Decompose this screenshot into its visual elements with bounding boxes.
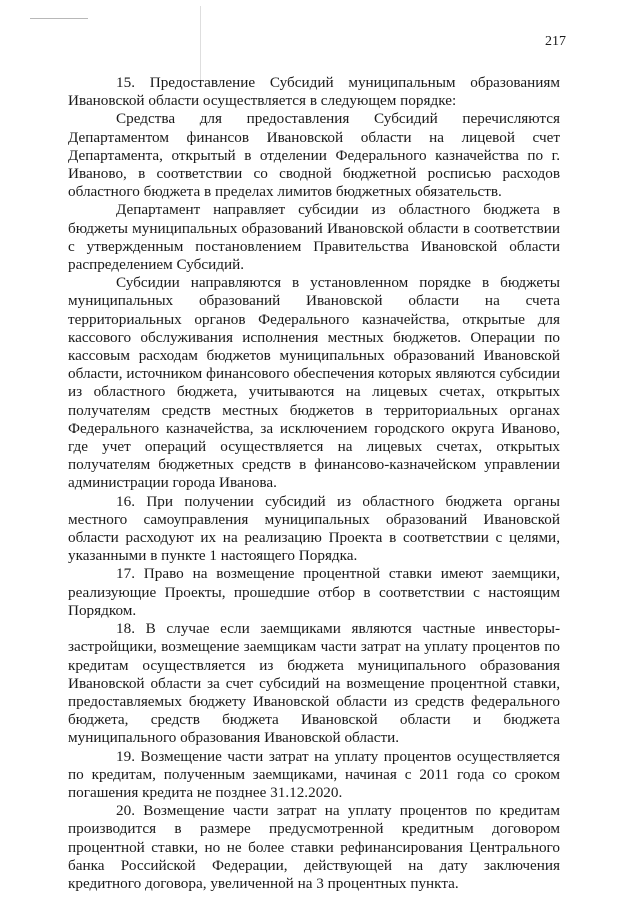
scan-artifact-line xyxy=(30,18,88,19)
paragraph-15-funds: Средства для предоставления Субсидий перечисляются Департаментом финансов Ивановской области на лицевой счет Департамента, открытый в отделении Федерального казначейства по г. Иваново, в соответствии со сводной бюджетной росписью расходов областного бюджета в пределах лимитов бюджетных обязательств. xyxy=(68,110,560,201)
paragraph-18: 18. В случае если заемщиками являются частные инвесторы-застройщики, возмещение заемщикам части затрат на уплату процентов по кредитам осуществляется из бюджета муниципального образования Ивановской области за счет субсидий на возмещение процентной ставки, предоставляемых бюджету Ивановской области из средств федерального бюджета, средств бюджета Ивановской области и бюджета муниципального образования Ивановской области. xyxy=(68,620,560,747)
document-body xyxy=(68,74,560,893)
paragraph-17: 17. Право на возмещение процентной ставки имеют заемщики, реализующие Проекты, прошедшие отбор в соответствии с настоящим Порядком. xyxy=(68,565,560,619)
paragraph-15-department: Департамент направляет субсидии из областного бюджета в бюджеты муниципальных образований Ивановской области в соответствии с утвержденным постановлением Правительства Ивановской области распределением Субсидий. xyxy=(68,201,560,274)
paragraph-20: 20. Возмещение части затрат на уплату процентов по кредитам производится в размере предусмотренной кредитным договором процентной ставки, но не более ставки рефинансирования Центрального банка Российской Федерации, действующей на дату заключения кредитного договора, увеличенной на 3 процентных пункта. xyxy=(68,802,560,892)
paragraph-15: 15. Предоставление Субсидий муниципальным образованиям Ивановской области осуществляется в следующем порядке: xyxy=(68,74,560,110)
page-number: 217 xyxy=(545,34,566,49)
paragraph-16: 16. При получении субсидий из областного бюджета органы местного самоуправления муниципальных образований Ивановской области расходуют их на реализацию Проекта в соответствии с целями, указанными в пункте 1 настоящего Порядка. xyxy=(68,492,560,565)
paragraph-15-subsidies: Субсидии направляются в установленном порядке в бюджеты муниципальных образований Ивановской области на счета территориальных органов Федерального казначейства, открытые для кассового обслуживания исполнения местных бюджетов. Операции по кассовым расходам бюджетов муниципальных образований Ивановской области, источником финансового обеспечения которых являются субсидии из областного бюджета, учитываются на лицевых счетах, открытых получателям средств местных бюджетов в территориальных органах Федерального казначейства, за исключением городского округа Иваново, где учет операций осуществляется на лицевых счетах, открытых получателям бюджетных средств в финансово-казначейском управлении администрации города Иванова. xyxy=(68,274,560,492)
paragraph-19: 19. Возмещение части затрат на уплату процентов осуществляется по кредитам, полученным заемщиками, начиная с 2011 года со сроком погашения кредита не позднее 31.12.2020. xyxy=(68,747,560,801)
